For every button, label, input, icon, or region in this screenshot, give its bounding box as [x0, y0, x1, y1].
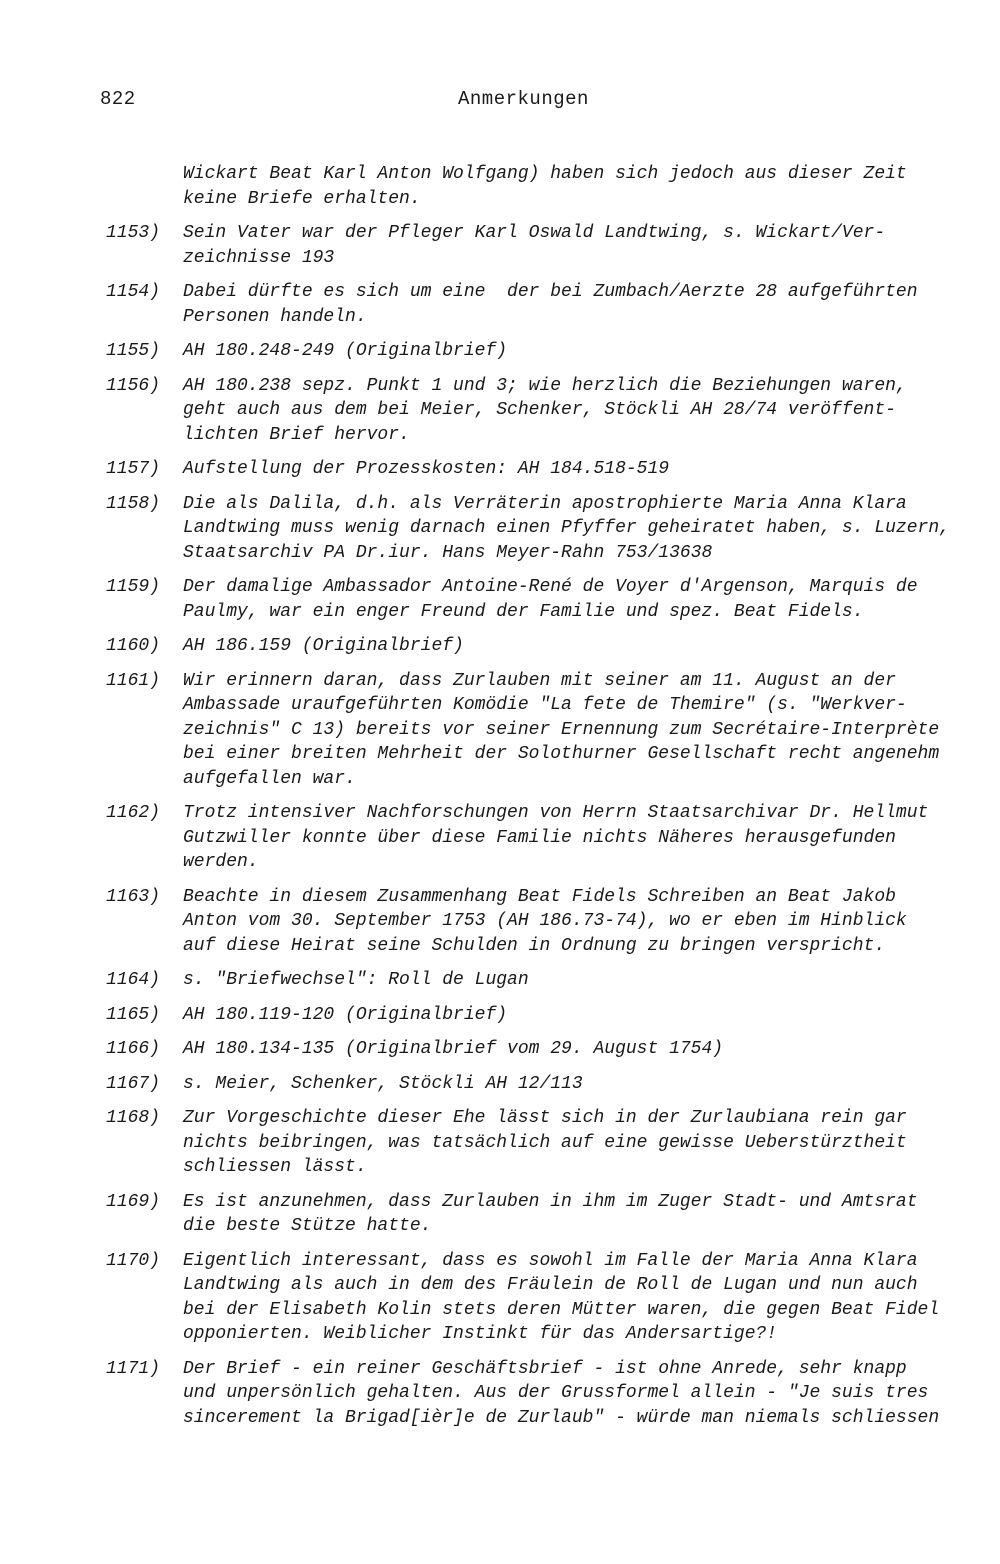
- note-line: bei einer breiten Mehrheit der Solothurner Gesellschaft recht angenehm: [183, 744, 940, 764]
- note-line: Trotz intensiver Nachforschungen von Herrn Staatsarchivar Dr. Hellmut: [183, 803, 929, 823]
- note-number: 1159): [106, 577, 161, 597]
- note-number: 1166): [106, 1039, 161, 1059]
- note-entry: [0, 1357, 1000, 1431]
- note-entry: [0, 492, 1000, 566]
- note-line: Aufstellung der Prozesskosten: AH 184.518-519: [183, 459, 670, 479]
- note-line: und unpersönlich gehalten. Aus der Grussformel allein - "Je suis tres: [183, 1383, 929, 1403]
- note-line: Der Brief - ein reiner Geschäftsbrief - ist ohne Anrede, sehr knapp: [183, 1358, 907, 1379]
- note-line: keine Briefe erhalten.: [183, 188, 421, 209]
- note-line: AH 180.134-135 (Originalbrief vom 29. August 1754): [183, 1039, 724, 1059]
- note-body: [183, 1003, 973, 1028]
- note-line: AH 180.248-249 (Originalbrief): [183, 341, 508, 361]
- note-number: 1171): [106, 1358, 161, 1379]
- note-line: Wir erinnern daran, dass Zurlauben mit seiner am 11. August an der: [183, 670, 896, 691]
- note-line: Landtwing als auch in dem des Fräulein de Roll de Lugan und nun auch: [183, 1275, 918, 1295]
- note-body: [183, 374, 973, 448]
- note-line: zeichnis" C 13) bereits vor seiner Ernennung zum Secrétaire-Interprète: [183, 719, 940, 740]
- note-number: 1154): [106, 282, 161, 302]
- page-header: [0, 88, 1000, 118]
- note-line: lichten Brief hervor.: [183, 424, 410, 445]
- note-line: Es ist anzunehmen, dass Zurlauben in ihm im Zuger Stadt- und Amtsrat: [183, 1191, 918, 1212]
- note-line: bei der Elisabeth Kolin stets deren Mütter waren, die gegen Beat Fidel: [183, 1299, 940, 1320]
- note-number: 1164): [106, 970, 161, 990]
- note-body: [183, 1037, 973, 1062]
- note-body: [183, 1249, 973, 1347]
- note-entry: [0, 221, 1000, 270]
- note-line: Landtwing muss wenig darnach einen Pfyffer geheiratet haben, s. Luzern,: [183, 518, 950, 538]
- note-number: 1170): [106, 1250, 161, 1271]
- note-body: [183, 575, 973, 624]
- note-entry: [0, 374, 1000, 448]
- note-line: Sein Vater war der Pfleger Karl Oswald Landtwing, s. Wickart/Ver-: [183, 223, 886, 243]
- note-line: nichts beibringen, was tatsächlich auf eine gewisse Ueberstürztheit: [183, 1132, 907, 1153]
- note-body: [183, 1357, 973, 1431]
- note-number: 1160): [106, 636, 161, 656]
- note-line: s. Meier, Schenker, Stöckli AH 12/113: [183, 1073, 583, 1094]
- note-entry: [0, 669, 1000, 792]
- page-number: 822: [100, 88, 136, 110]
- note-entry: [0, 280, 1000, 329]
- note-line: opponierten. Weiblicher Instinkt für das Andersartige?!: [183, 1324, 778, 1344]
- running-head: Anmerkungen: [458, 88, 589, 110]
- note-line: werden.: [183, 852, 259, 872]
- note-body: [183, 968, 973, 993]
- note-line: AH 180.238 sepz. Punkt 1 und 3; wie herzlich die Beziehungen waren,: [183, 375, 907, 396]
- note-line: geht auch aus dem bei Meier, Schenker, Stöckli AH 28/74 veröffent-: [183, 400, 896, 420]
- note-line: aufgefallen war.: [183, 768, 356, 789]
- note-body: [183, 885, 973, 959]
- note-line: Eigentlich interessant, dass es sowohl im Falle der Maria Anna Klara: [183, 1250, 918, 1271]
- note-number: 1162): [106, 803, 161, 823]
- note-line: AH 180.119-120 (Originalbrief): [183, 1004, 508, 1025]
- note-line: Gutzwiller konnte über diese Familie nichts Näheres herausgefunden: [183, 827, 896, 848]
- note-body: [183, 801, 973, 875]
- note-number: 1158): [106, 493, 161, 514]
- note-number: 1167): [106, 1073, 161, 1094]
- note-line: sincerement la Brigad[ièr]e de Zurlaub" - würde man niemals schliessen: [183, 1407, 940, 1428]
- note-number: 1161): [106, 670, 161, 691]
- note-line: Dabei dürfte es sich um eine der bei Zumbach/Aerzte 28 aufgeführten: [183, 282, 918, 302]
- note-entry: [0, 1003, 1000, 1028]
- note-entry: [0, 457, 1000, 482]
- note-number: 1155): [106, 341, 161, 361]
- note-body: [183, 492, 973, 566]
- note-number: 1153): [106, 223, 161, 243]
- note-line: Staatsarchiv PA Dr.iur. Hans Meyer-Rahn 753/13638: [183, 542, 713, 563]
- note-line: Personen handeln.: [183, 306, 367, 327]
- note-body: [183, 1072, 973, 1097]
- note-line: Beachte in diesem Zusammenhang Beat Fidels Schreiben an Beat Jakob: [183, 886, 896, 907]
- note-line: Ambassade uraufgeführten Komödie "La fete de Themire" (s. "Werkver-: [183, 695, 907, 715]
- note-number: 1156): [106, 375, 161, 396]
- note-line: die beste Stütze hatte.: [183, 1216, 432, 1236]
- note-line: Die als Dalila, d.h. als Verräterin apostrophierte Maria Anna Klara: [183, 493, 907, 514]
- note-line: s. "Briefwechsel": Roll de Lugan: [183, 970, 529, 990]
- note-line: Anton vom 30. September 1753 (AH 186.73-74), wo er eben im Hinblick: [183, 911, 907, 931]
- note-body: [183, 162, 973, 211]
- note-body: [183, 221, 973, 270]
- note-body: [183, 1106, 973, 1180]
- note-entry: [0, 885, 1000, 959]
- note-line: zeichnisse 193: [183, 247, 335, 268]
- note-line: Der damalige Ambassador Antoine-René de Voyer d'Argenson, Marquis de: [183, 577, 918, 597]
- note-line: Wickart Beat Karl Anton Wolfgang) haben sich jedoch aus dieser Zeit: [183, 164, 907, 184]
- note-entry: [0, 1249, 1000, 1347]
- note-entry: [0, 801, 1000, 875]
- note-entry: [0, 1037, 1000, 1062]
- note-number: 1168): [106, 1108, 161, 1128]
- note-entry: [0, 575, 1000, 624]
- endnotes-list: [0, 162, 1000, 1440]
- note-body: [183, 457, 973, 482]
- note-entry: [0, 1190, 1000, 1239]
- note-line: Paulmy, war ein enger Freund der Familie und spez. Beat Fidels.: [183, 601, 864, 622]
- note-entry: [0, 339, 1000, 364]
- note-entry: [0, 1106, 1000, 1180]
- note-continuation: [0, 162, 1000, 211]
- note-line: schliessen lässt.: [183, 1157, 367, 1177]
- note-line: auf diese Heirat seine Schulden in Ordnung zu bringen verspricht.: [183, 935, 886, 956]
- note-number: 1169): [106, 1191, 161, 1212]
- note-body: [183, 280, 973, 329]
- note-entry: [0, 968, 1000, 993]
- note-entry: [0, 1072, 1000, 1097]
- note-body: [183, 1190, 973, 1239]
- note-number: 1165): [106, 1004, 161, 1025]
- note-entry: [0, 634, 1000, 659]
- note-line: AH 186.159 (Originalbrief): [183, 636, 464, 656]
- note-body: [183, 669, 973, 792]
- note-number: 1163): [106, 886, 161, 907]
- note-body: [183, 339, 973, 364]
- note-number: 1157): [106, 459, 161, 479]
- note-line: Zur Vorgeschichte dieser Ehe lässt sich in der Zurlaubiana rein gar: [183, 1108, 907, 1128]
- note-body: [183, 634, 973, 659]
